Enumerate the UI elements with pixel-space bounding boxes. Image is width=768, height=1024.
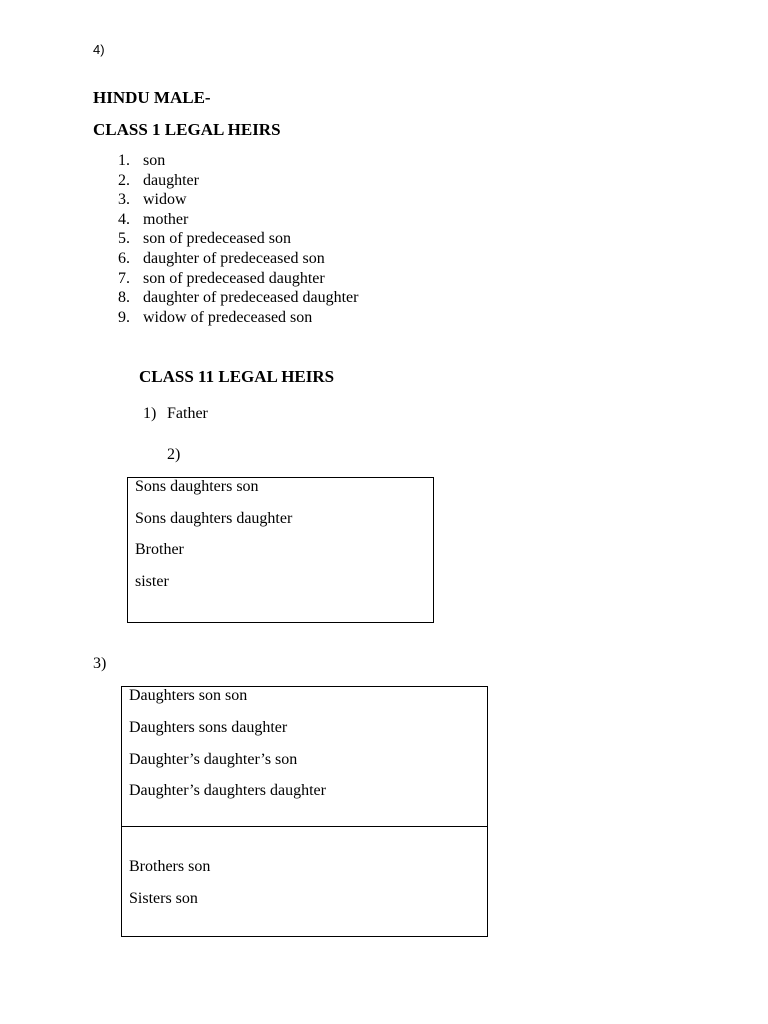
list-text: son [143,152,166,169]
class2-group-2-box [127,477,434,623]
list-number: 1. [118,152,130,169]
box-line: Brothers son [129,858,211,875]
list-number: 3. [118,191,130,209]
list-item [118,229,358,249]
page-title: HINDU MALE- [93,88,211,107]
list-item [118,269,358,289]
box-line: Daughter’s daughter’s son [129,751,298,768]
box-line: Sons daughters daughter [135,510,293,527]
list-text: son of predeceased daughter [143,269,325,287]
list-item [118,210,358,230]
class2-group-3-box [121,686,488,937]
class1-heir-list [118,151,358,327]
list-text: daughter of predeceased son [143,249,325,267]
list-item [118,190,358,210]
list-text: daughter [143,171,199,189]
item-number: 1) [143,405,157,422]
list-text: widow [143,191,187,209]
list-text: widow of predeceased son [143,308,313,326]
list-item [118,151,358,171]
list-text: daughter of predeceased daughter [143,289,359,307]
box-line: sister [135,573,169,590]
list-item [118,288,358,308]
class2-heading: CLASS 11 LEGAL HEIRS [139,367,335,386]
list-item [118,171,358,191]
box-divider [122,826,487,827]
list-number: 9. [118,308,130,326]
list-number: 5. [118,230,130,248]
list-number: 8. [118,289,130,307]
class2-item-3-number: 3) [93,655,107,672]
list-number: 2. [118,171,130,189]
box-line: Sons daughters son [135,478,259,495]
item-text: Father [167,405,208,422]
box-line: Daughter’s daughters daughter [129,782,326,799]
list-number: 6. [118,249,130,267]
list-text: son of predeceased son [143,230,291,248]
box-line: Sisters son [129,890,198,907]
box-line: Daughters sons daughter [129,719,288,736]
class2-item-father [143,405,208,423]
list-number: 7. [118,269,130,287]
box-line: Daughters son son [129,687,248,704]
list-item [118,249,358,269]
page-number: 4) [93,42,105,57]
list-text: mother [143,210,189,228]
class1-heading: CLASS 1 LEGAL HEIRS [93,120,281,139]
box-line: Brother [135,541,184,558]
class2-item-2-number: 2) [167,446,181,463]
list-item [118,308,358,328]
list-number: 4. [118,210,130,228]
